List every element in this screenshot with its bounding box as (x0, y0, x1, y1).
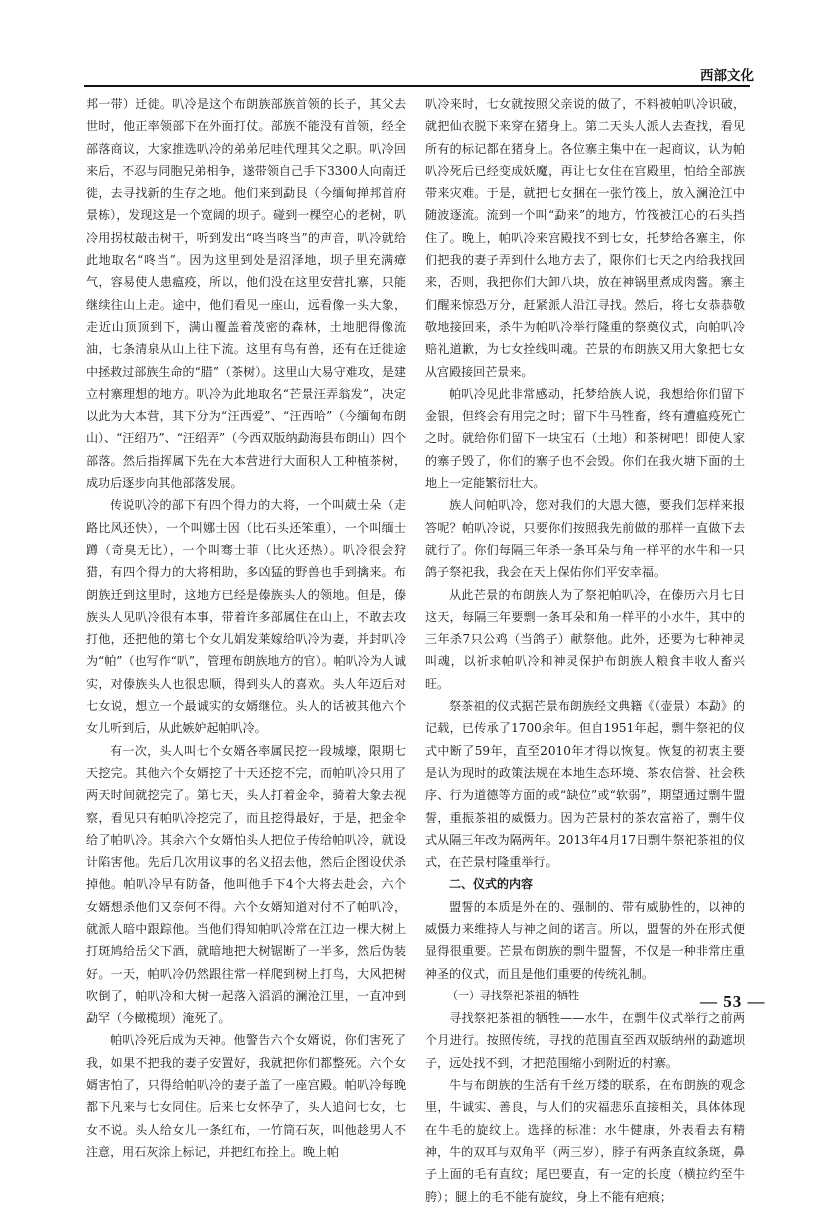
paragraph: 族人问帕叭冷，您对我们的大恩大德，要我们怎样来报答呢？帕叭冷说，只要你们按照我先前做的那样一直做下去就行了。你们每隔三年杀一条耳朵与角一样平的水牛和一只鸽子祭祀我，我会在天上保佑你们平安幸福。 (425, 498, 745, 580)
paragraph: 传说叭冷的部下有四个得力的大将，一个叫葳士朵（走路比风还快），一个叫娜士因（比石头还笨重），一个叫缅士蹲（奇臭无比），一个叫骞士菲（比火还热）。叭冷很会狩猎，有四个得力的大将相助，多凶猛的野兽也手到擒来。布朗族迁到这里时，这地方已经是傣族头人的领地。但是，傣族头人见叭冷很有本事，带着许多部属住在山上，不敢去攻打他，还把他的第七个女儿娟发莱嫁给叭冷为妻，并封叭冷为“帕”（也写作“叭”，管理布朗族地方的官）。帕叭冷为人诚实，对傣族头人也很忠顺，得到头人的喜欢。头人年迈后对七女说，想立一个最诚实的女婿继位。头人的话被其他六个女儿听到后，从此嫉妒起帕叭冷。 (86, 498, 406, 736)
paragraph: 叭冷来时，七女就按照父亲说的做了，不料被帕叭冷识破，就把仙衣脱下来穿在猪身上。第二天头人派人去查找，看见所有的标记都在猪身上。各位寨主集中在一起商议，认为帕叭冷死后已经变成妖魔，再让七女住在宫殿里，怕给全部族带来灾难。于是，就把七女捆在一张竹筏上，放入澜沧江中随波逐流。流到一个叫“勐来”的地方，竹筏被江心的石头挡住了。晚上，帕叭冷来宫殿找不到七女，托梦给各寨主，你们把我的妻子弄到什么地方去了，限你们七天之内给我找回来，否则，我把你们大卸八块，放在神锅里煮成肉酱。寨主们醒来惊恐万分，赶紧派人沿江寻找。然后，将七女恭恭敬敬地接回来，杀牛为帕叭冷举行隆重的祭奠仪式，向帕叭冷赔礼道歉，为七女拴线叫魂。芒景的布朗族又用大象把七女从宫殿接回芒景来。 (425, 97, 745, 379)
paragraph: 盟誓的本质是外在的、强制的、带有威胁性的，以神的威慑力来维持人与神之间的诺言。所以，盟誓的外在形式便显得很重要。芒景布朗族的剽牛盟誓，不仅是一种非常庄重神圣的仪式，而且是他们重要的传统礼制。 (425, 899, 745, 981)
header-rule (84, 85, 750, 87)
paragraph: 祭茶祖的仪式据芒景布朗族经文典籍《（壶景）本勐》的记载，已传承了1700余年。但自1951年起，剽牛祭祀的仪式中断了59年，直至2010年才得以恢复。恢复的初衷主要是认为现时的政策法规在本地生态环境、茶农信誉、社会秩序、行为道德等方面的或“缺位”或“软弱”，期望通过剽牛盟誓，重振茶祖的威慑力。因为芒景村的茶农富裕了，剽牛仪式从隔三年改为隔两年。2013年4月17日剽牛祭祀茶祖的仪式，在芒景村隆重举行。 (425, 699, 745, 870)
paragraph: 有一次，头人叫七个女婿各率属民挖一段城壕，限期七天挖完。其他六个女婿挖了十天还挖不完，而帕叭冷只用了两天时间就挖完了。第七天，头人打着金伞，骑着大象去视察，看见只有帕叭冷挖完了，而且挖得最好，于是，把金伞给了帕叭冷。其余六个女婿怕头人把位子传给帕叭冷，就设计陷害他。先后几次用议事的名义招去他，然后企图设伏杀掉他。帕叭冷早有防备，他叫他手下4个大将去赴会，六个女婿想杀他们又奈何不得。六个女婿知道对付不了帕叭冷，就派人暗中跟踪他。当他们得知帕叭冷常在江边一棵大树上打斑鸠给岳父下酒，就暗地把大树锯断了一半多，然后伪装好。一天，帕叭冷仍然跟往常一样爬到树上打鸟，大风把树吹倒了，帕叭冷和大树一起落入滔滔的澜沧江里，一直冲到勐罕（今橄榄坝）淹死了。 (86, 743, 406, 1026)
paragraph: 帕叭冷死后成为天神。他警告六个女婿说，你们害死了我，如果不把我的妻子安置好，我就把你们都整死。六个女婿害怕了，只得给帕叭冷的妻子盖了一座宫殿。帕叭冷每晚都下凡来与七女同住。后来七女怀孕了，头人追问七女，七女不说。头人给女儿一条红布，一竹筒石灰，叫他趁男人不注意，用石灰涂上标记，并把红布拴上。晚上帕 (86, 1033, 406, 1159)
paragraph: 牛与布朗族的生活有千丝万缕的联系，在布朗族的观念里，牛诚实、善良，与人们的灾福悲乐直接相关，具体体现在牛毛的旋纹上。选择的标准：水牛健康，外表看去有精神，牛的双耳与双角平（两三岁），脖子有两条直纹条斑，鼻子上面的毛有直纹；尾巴要直，有一定的长度（横拉约至牛胯）；腿上的毛不能有旋纹，身上不能有疤痕； (425, 1078, 745, 1204)
left-column (86, 93, 406, 1163)
section-heading: 二、仪式的内容 (449, 877, 534, 892)
paragraph: 从此芒景的布朗族人为了祭祀帕叭冷，在傣历六月七日这天，每隔三年要剽一条耳朵和角一样平的小水牛，其中的三年杀7只公鸡（当鸽子）献祭他。此外，还要为七种神灵叫魂，以祈求帕叭冷和神灵保护布朗族人粮食丰收人畜兴旺。 (425, 587, 745, 691)
right-column (425, 93, 745, 1208)
paragraph: 邦一带）迁徙。叭冷是这个布朗族部族首领的长子，其父去世时，他正率领部下在外面打仗。部族不能没有首领，经全部落商议，大家推选叭冷的弟弟尼哇代理其父之职。叭冷回来后，不忍与同胞兄弟相争，遂带领自己手下3300人向南迁徙，去寻找新的生存之地。他们来到勐艮（今缅甸掸邦首府景栋），发现这是一个宽阔的坝子。碰到一棵空心的老树，叭冷用拐杖敲击树干，听到发出“咚当咚当”的声音，叭冷就给此地取名“咚当”。因为这里到处是沼泽地，坝子里充满瘴气，容易使人患瘟疫，所以，他们没在这里安营扎寨，只能继续往山上走。途中，他们看见一座山，远看像一头大象，走近山顶顶到下，满山覆盖着茂密的森林，土地肥得像流油，七条清泉从山上往下流。这里有鸟有兽，还有在迁徙途中拯救过部族生命的“腊”（茶树）。这里山大易守难攻，是建立村寨理想的地方。叭冷为此地取名“芒景汪弄翁发”，决定以此为大本营，其下分为“汪西爱”、“汪西哈”（今缅甸布朗山）、“汪绍乃”、“汪绍弄”（今西双版纳勐海县布朗山）四个部落。然后指挥属下先在大本营进行大面积人工种植茶树，成功后逐步向其他部落发展。 (86, 97, 406, 491)
section-title: 西部文化 (700, 68, 754, 84)
paragraph: 寻找祭祀茶祖的牺牲——水牛，在剽牛仪式举行之前两个月进行。按照传统，寻找的范围直至西双版纳州的勐遮坝子，远处找不到，才把范围缩小到附近的村寨。 (425, 1011, 745, 1070)
subsection-heading: （一）寻找祭祀茶祖的牺牲 (447, 988, 579, 1002)
page-number: — 53 — (700, 992, 766, 1011)
paragraph: 帕叭冷见此非常感动，托梦给族人说，我想给你们留下金银，但终会有用完之时；留下牛马牲畜，终有遭瘟疫死亡之时。就给你们留下一块宝石（土地）和茶树吧！即使人家的寨子毁了，你们的寨子也不会毁。你们在我火塘下面的土地上一定能繁衍壮大。 (425, 386, 745, 491)
